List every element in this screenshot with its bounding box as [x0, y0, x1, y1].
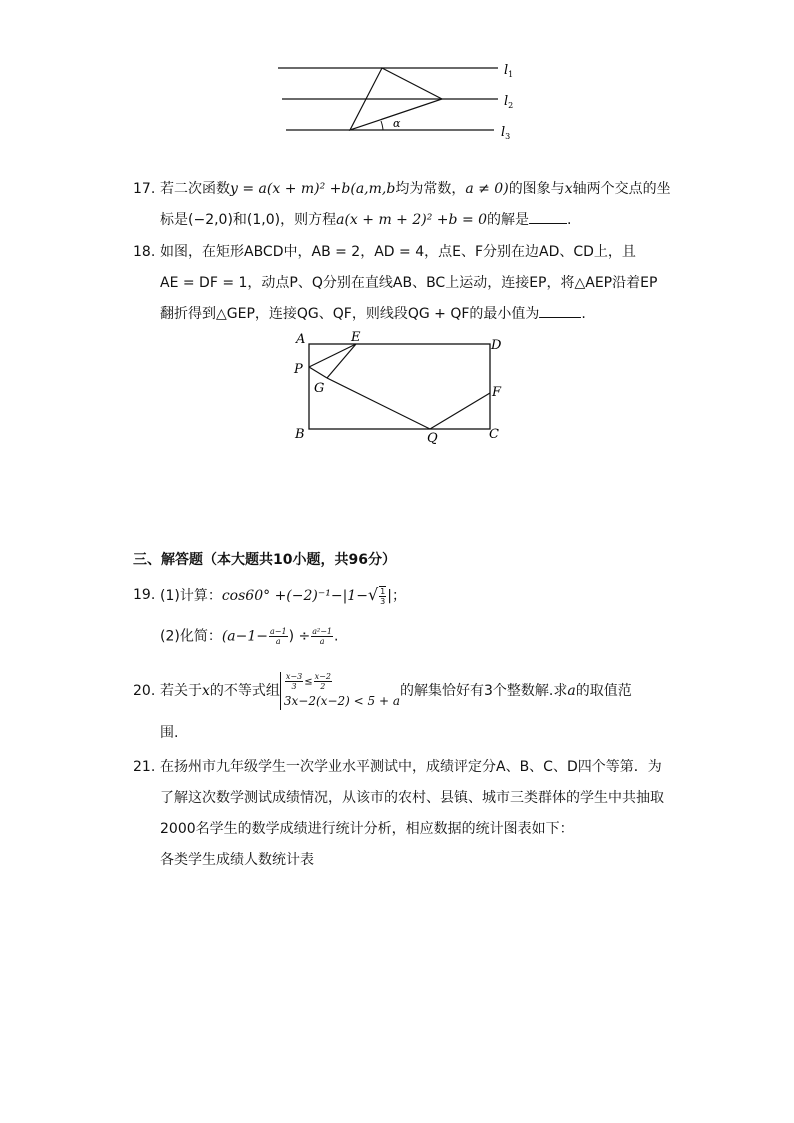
fraction-denominator: 3	[291, 682, 297, 692]
q21-number: 21.	[133, 759, 156, 775]
q17-line1	[160, 180, 671, 198]
q21-line1: 在扬州市九年级学生一次学业水平测试中，成绩评定分A、B、C、D四个等第．为	[160, 759, 662, 775]
rectangle-figure	[285, 325, 515, 450]
q20-line1	[160, 670, 632, 712]
label-e: E	[351, 330, 361, 345]
parallel-lines-figure	[270, 55, 530, 145]
q19-sqrt-fraction	[379, 586, 386, 606]
q19-part1-expression: cos60° +(−2)⁻¹−|1−	[221, 588, 368, 604]
fraction-denominator: a	[275, 637, 281, 646]
label-a: A	[296, 332, 306, 347]
label-l1: $l_1$	[504, 63, 514, 79]
label-c: C	[489, 427, 499, 442]
q18-number: 18.	[133, 244, 156, 260]
label-d: D	[491, 338, 502, 353]
q19-part2	[160, 627, 338, 646]
q17-text: 的解是	[487, 212, 530, 228]
label-f: F	[492, 385, 502, 400]
q17-condition: a ≠ 0)	[465, 181, 509, 197]
q17-period: .	[567, 212, 572, 228]
fraction-denominator: 3	[380, 597, 386, 606]
q20-inequality2: 3x−2(x−2) < 5 + a	[283, 693, 400, 708]
angle-arc	[381, 121, 383, 130]
segment-eg	[327, 344, 356, 378]
q20-line2: 围.	[160, 725, 179, 741]
label-l2: $l_2$	[504, 94, 514, 110]
fraction-numerator: x−3	[285, 672, 303, 682]
fraction-denominator: a	[319, 637, 325, 646]
q17-line2	[160, 211, 571, 229]
q20-text: 若关于	[160, 683, 202, 699]
q17-number: 17.	[133, 181, 156, 197]
fraction-denominator: 2	[320, 682, 326, 692]
label-g: G	[314, 381, 325, 396]
q20-text: 的取值范	[575, 683, 632, 699]
q17-text: 的图象与	[508, 181, 565, 197]
q17-equation: a(x + m + 2)² +b = 0	[336, 212, 488, 228]
q19-fraction1	[269, 627, 288, 646]
label-q: Q	[427, 431, 438, 446]
fraction-numerator: a²−1	[312, 627, 333, 636]
q19-part2-label: (2)化简：	[160, 628, 222, 645]
q17-text: 标是	[160, 212, 188, 228]
fraction-numerator: a−1	[270, 627, 287, 636]
q19-part2-expression: (a−1−	[221, 628, 269, 645]
angle-alpha-label: α	[393, 117, 401, 130]
segment-qf	[430, 393, 490, 429]
q17-text: 均为常数，	[395, 181, 466, 197]
q18-line2: AE = DF = 1，动点P、Q分别在直线AB、BC上运动，连接EP，将△AEP沿着EP	[160, 275, 658, 291]
q17-point2: (1,0)	[246, 212, 281, 228]
q19-divide: ) ÷	[288, 628, 311, 645]
q18-answer-blank[interactable]	[539, 305, 581, 318]
fraction-numerator: x−2	[314, 672, 331, 682]
q21-table-title: 各类学生成绩人数统计表	[160, 852, 314, 868]
q20-text: 的不等式组	[209, 683, 280, 699]
q19-part1	[160, 586, 406, 606]
q20-number: 20.	[133, 683, 156, 699]
q18-line1: 如图，在矩形ABCD中，AB = 2，AD = 4，点E、F分别在边AD、CD上，且	[160, 244, 636, 260]
q17-answer-blank[interactable]	[529, 211, 567, 224]
q19-part1-label: (1)计算：	[160, 588, 222, 604]
label-l3: $l_3$	[501, 125, 511, 141]
q17-text: ，则方程	[280, 212, 337, 228]
q21-line2: 了解这次数学测试成绩情况，从该市的农村、县镇、城市三类群体的学生中共抽取	[160, 790, 664, 806]
label-p: P	[294, 362, 303, 377]
rectangle-abcd	[309, 344, 490, 429]
q17-text: 若二次函数	[160, 181, 230, 197]
q17-point1: (−2,0)	[188, 212, 233, 228]
q20-inequality1	[284, 672, 400, 692]
q19-part2-end: .	[334, 628, 339, 645]
segment-pg	[309, 367, 327, 378]
q17-text: 和	[232, 212, 247, 228]
q18-period: .	[581, 306, 586, 322]
q21-line3: 2000名学生的数学成绩进行统计分析，相应数据的统计图表如下：	[160, 821, 574, 837]
le-sign: ≤	[304, 676, 313, 688]
q20-a: a	[567, 683, 576, 699]
section-heading: 三、解答题（本大题共10小题，共96分）	[133, 552, 396, 568]
q19-fraction2	[311, 627, 333, 646]
label-b: B	[295, 427, 305, 442]
q17-function: y = a(x + m)² +b(a,m,b	[230, 181, 396, 197]
sqrt-sign: √	[367, 585, 379, 604]
q19-number: 19.	[133, 587, 156, 603]
segment-pe	[309, 344, 356, 367]
fraction-numerator: 1	[380, 587, 386, 596]
q20-inequality-system	[280, 672, 400, 710]
q20-x: x	[202, 683, 210, 699]
q19-part1-end: |；	[387, 588, 406, 604]
q17-text: 轴两个交点的坐	[572, 181, 671, 197]
q20-text: 的解集恰好有3个整数解.求	[399, 683, 568, 699]
q18-line3	[160, 305, 586, 323]
segment-gq	[327, 378, 430, 429]
q18-text: 翻折得到△GEP，连接QG、QF，则线段QG + QF的最小值为	[160, 306, 540, 322]
q17-x: x	[564, 181, 573, 197]
